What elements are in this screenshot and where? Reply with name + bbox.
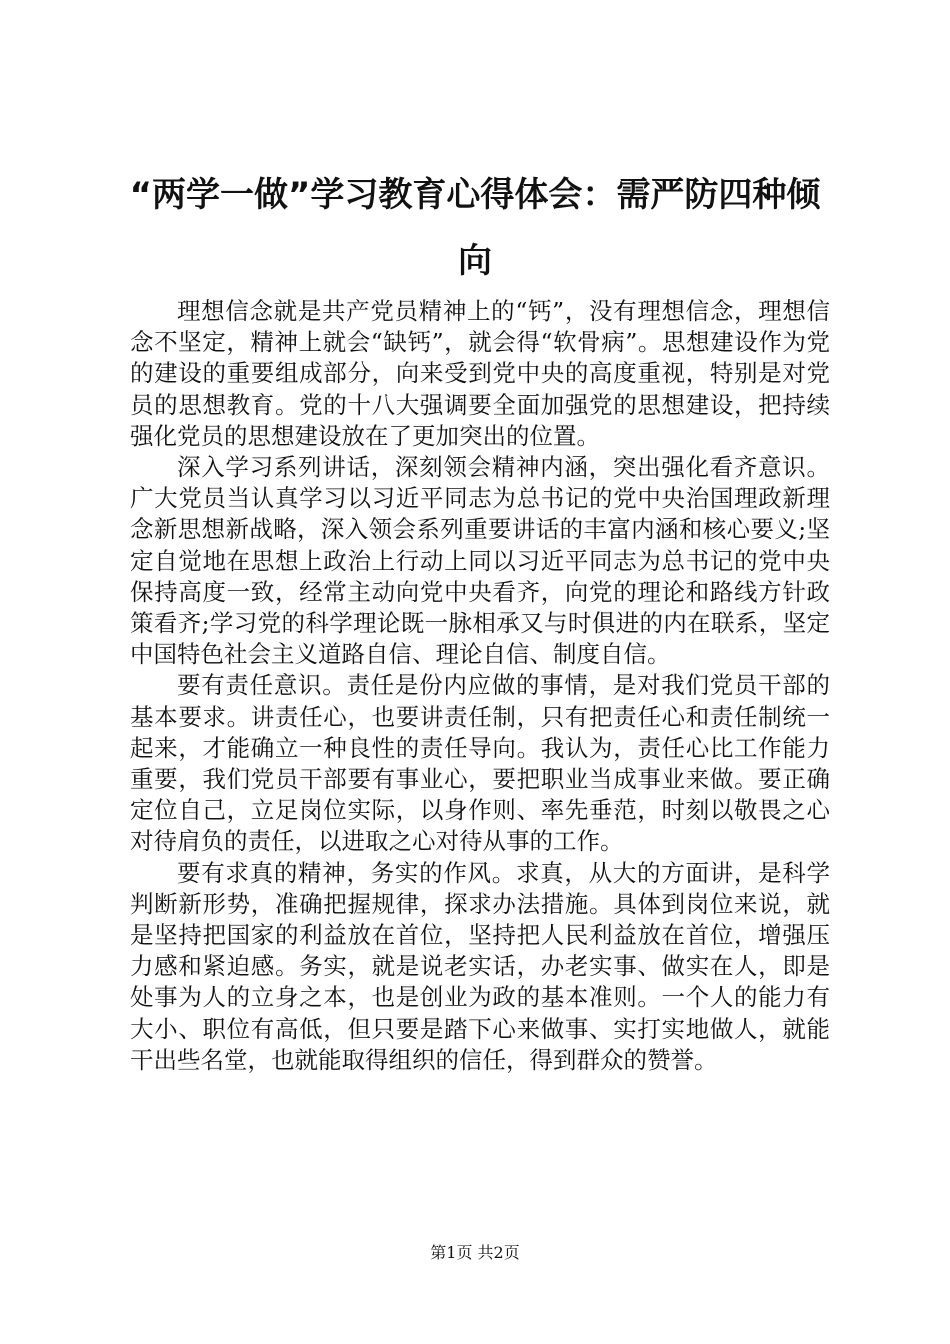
document-body xyxy=(130,296,830,1076)
paragraph-4: 要有求真的精神，务实的作风。求真，从大的方面讲，是科学判断新形势，准确把握规律，探求办法措施。具体到岗位来说，就是坚持把国家的利益放在首位，坚持把人民利益放在首位，增强压力感和紧迫感。务实，就是说老实话，办老实事、做实在人，即是处事为人的立身之本，也是创业为政的基本准则。一个人的能力有大小、职位有高低，但只要是踏下心来做事、实打实地做人，就能干出些名堂，也就能取得组织的信任，得到群众的赞誉。 xyxy=(130,858,830,1074)
page-number-footer: 第1页 共2页 xyxy=(430,1243,520,1262)
document-title: “两学一做”学习教育心得体会：需严防四种倾向 xyxy=(129,175,821,281)
paragraph-1: 理想信念就是共产党员精神上的“钙”，没有理想信念，理想信念不坚定，精神上就会“缺钙”，就会得“软骨病”。思想建设作为党的建设的重要组成部分，向来受到党中央的高度重视，特别是对党员的思想教育。党的十八大强调要全面加强党的思想建设，把持续强化党员的思想建设放在了更加突出的位置。 xyxy=(130,297,830,450)
paragraph-3: 要有责任意识。责任是份内应做的事情，是对我们党员干部的基本要求。讲责任心，也要讲责任制，只有把责任心和责任制统一起来，才能确立一种良性的责任导向。我认为，责任心比工作能力重要，我们党员干部要有事业心，要把职业当成事业来做。要正确定位自己，立足岗位实际，以身作则、率先垂范，时刻以敬畏之心对待肩负的责任，以进取之心对待从事的工作。 xyxy=(130,671,830,856)
paragraph-2: 深入学习系列讲话，深刻领会精神内涵，突出强化看齐意识。广大党员当认真学习以习近平同志为总书记的党中央治国理政新理念新思想新战略，深入领会系列重要讲话的丰富内涵和核心要义;坚定自觉地在思想上政治上行动上同以习近平同志为总书记的党中央保持高度一致，经常主动向党中央看齐，向党的理论和路线方针政策看齐;学习党的科学理论既一脉相承又与时俱进的内在联系，坚定中国特色社会主义道路自信、理论自信、制度自信。 xyxy=(130,453,830,669)
